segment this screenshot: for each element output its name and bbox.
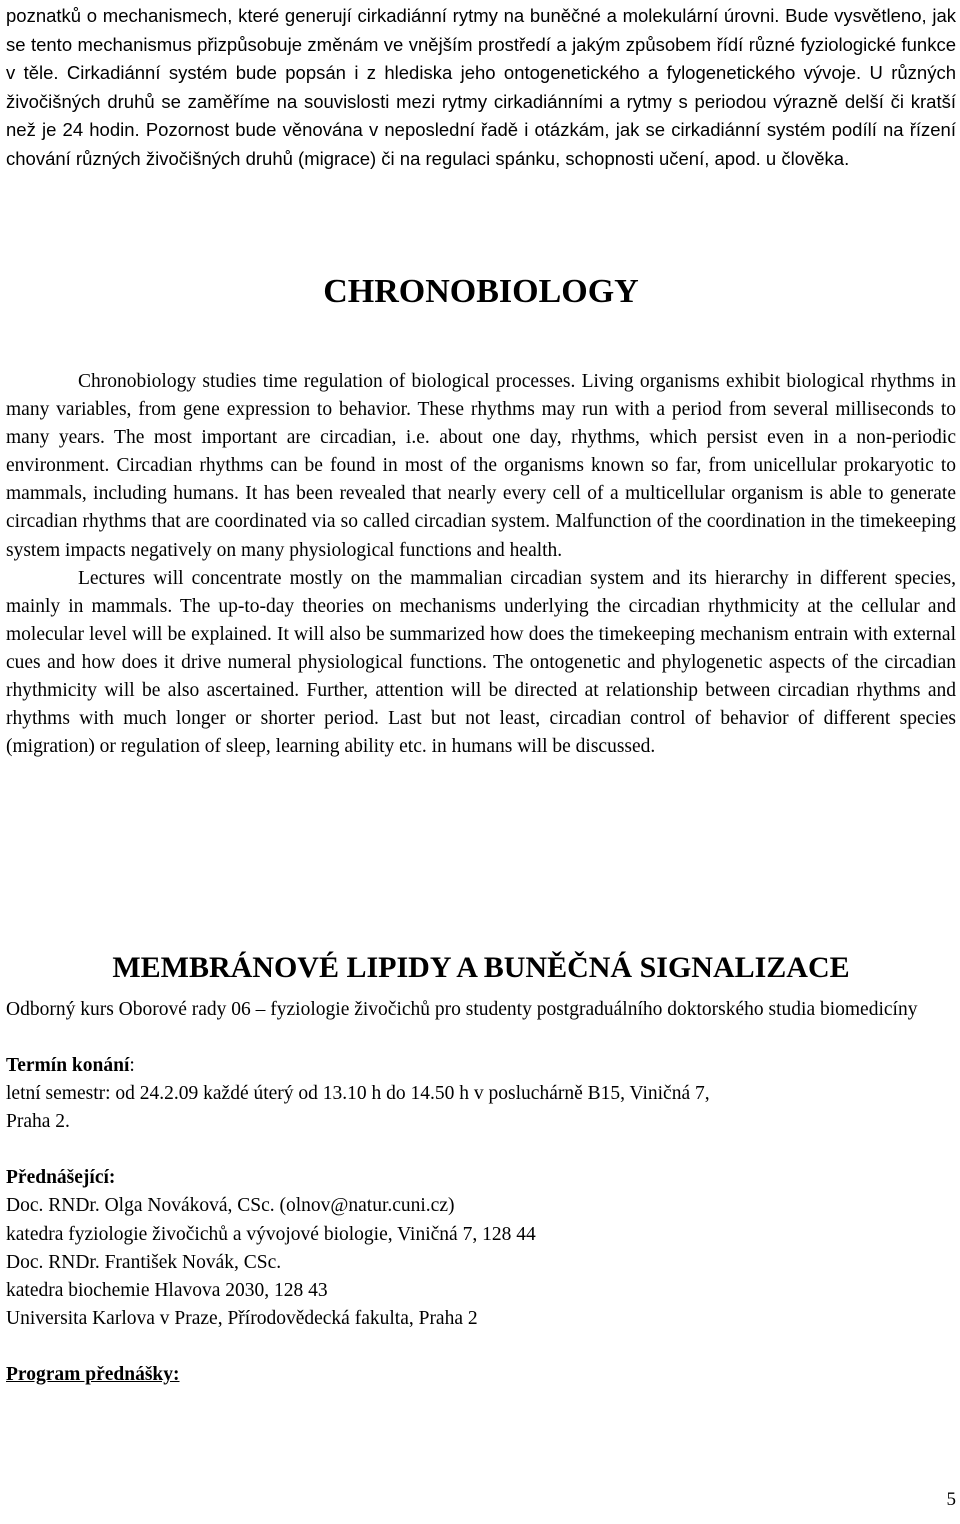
spacer bbox=[6, 1333, 956, 1361]
lecturer-line: Universita Karlova v Praze, Přírodovědecká fakulta, Praha 2 bbox=[6, 1307, 478, 1329]
lecturer-line: Doc. RNDr. František Novák, CSc. bbox=[6, 1251, 282, 1273]
chronobiology-paragraph-1: Chronobiology studies time regulation of biological processes. Living organisms exhibit biological rhythms in many variables, from gene expression to behavior. These rhythms may run with a period from several milliseconds to many years. The most important are circadian, i.e. about one day, rhythms, which persist even in a non-periodic environment. Circadian rhythms can be found in most of the organisms known so far, from unicellular prokaryotic to mammals, including humans. It has been revealed that nearly every cell of a multicellular organism is able to generate circadian rhythms that are coordinated via so called circadian system. Malfunction of the coordination in the timekeeping system impacts negatively on many physiological functions and health. bbox=[6, 371, 956, 561]
lecturer-line: katedra fyziologie živočichů a vývojové biologie, Viničná 7, 128 44 bbox=[6, 1223, 536, 1245]
chronobiology-body bbox=[6, 368, 956, 761]
lecturer-line: katedra biochemie Hlavova 2030, 128 43 bbox=[6, 1279, 328, 1301]
page-number: 5 bbox=[946, 1489, 956, 1510]
termin-heading bbox=[6, 1052, 956, 1080]
termin-line-2: Praha 2. bbox=[6, 1111, 70, 1133]
chronobiology-title: CHRONOBIOLOGY bbox=[323, 273, 639, 310]
czech-intro-paragraph: poznatků o mechanismech, které generují cirkadiánní rytmy na buněčné a molekulární úrovni. Bude vysvětleno, jak se tento mechanismus přizpůsobuje změnám ve vnějším prostředí a jakým způsobem řídí různé fyziologické funkce v těle. Cirkadiánní systém bude popsán i z hlediska jeho ontogenetického a fylogenetického vývoje. U různých živočišných druhů se zaměříme na souvislosti mezi rytmy cirkadiánními a rytmy s periodou výrazně delší či kratší než je 24 hodin. Pozornost bude věnována v neposlední řadě i otázkám, jak se cirkadiánní systém podílí na řízení chování různých živočišných druhů (migrace) či na regulaci spánku, schopnosti učení, apod. u člověka. bbox=[6, 5, 956, 169]
spacer bbox=[6, 1136, 956, 1164]
termin-colon: : bbox=[129, 1055, 135, 1077]
prednasejici-label: Přednášející: bbox=[6, 1167, 116, 1189]
program-label: Program přednášky: bbox=[6, 1363, 180, 1385]
course-info bbox=[6, 996, 956, 1389]
spacer bbox=[6, 1024, 956, 1052]
lecturer-line: Doc. RNDr. Olga Nováková, CSc. (olnov@natur.cuni.cz) bbox=[6, 1195, 455, 1217]
course-subtitle: Odborný kurs Oborové rady 06 – fyziologie živočichů pro studenty postgraduálního doktorského studia biomedicíny bbox=[6, 999, 918, 1020]
chronobiology-paragraph-2: Lectures will concentrate mostly on the mammalian circadian system and its hierarchy in different species, mainly in mammals. The up-to-day theories on mechanisms underlying the circadian rhythmicity at the cellular and molecular level will be explained. It will also be summarized how does the timekeeping mechanism entrain with external cues and how does it drive numeral physiological functions. The ontogenetic and phylogenetic aspects of the circadian rhythmicity will be also ascertained. Further, attention will be directed at relationship between circadian rhythms and rhythms with much longer or shorter period. Last but not least, circadian control of behavior of different species (migration) or regulation of sleep, learning ability etc. in humans will be discussed. bbox=[6, 567, 956, 758]
termin-line-1: letní semestr: od 24.2.09 každé úterý od 13.10 h do 14.50 h v posluchárně B15, Viničná 7, bbox=[6, 1083, 710, 1105]
lipidy-title: MEMBRÁNOVÉ LIPIDY A BUNĚČNÁ SIGNALIZACE bbox=[112, 951, 850, 984]
termin-label: Termín konání bbox=[6, 1055, 130, 1077]
